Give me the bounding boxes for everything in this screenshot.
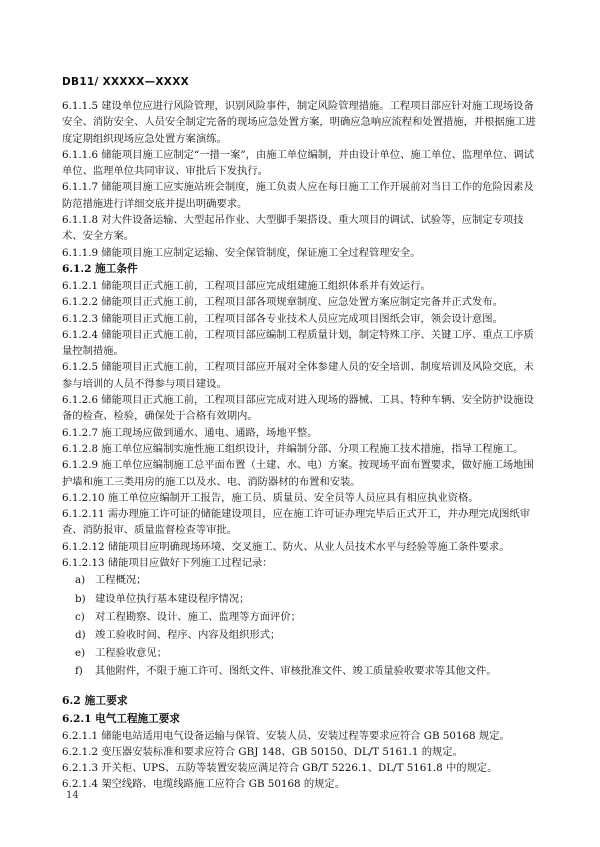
list-item-label: b) (75, 592, 86, 605)
list-item-text: 竣工验收时间、程序、内容及组织形式； (95, 628, 281, 641)
list-item (75, 626, 542, 644)
list-item-label: f) (75, 665, 83, 678)
list-item (75, 644, 542, 662)
list-item (75, 571, 542, 589)
clause-6-1-2-7: 6.1.2.7 施工现场应做到通水、通电、通路，场地平整。 (62, 426, 318, 439)
clause-6-1-1-8: 6.1.1.8 对大件设备运输、大型起吊作业、大型脚手架搭设、重大项目的调试、试验等，应制定专项技术、安全方案。 (62, 214, 524, 243)
clause-6-1-2-13: 6.1.2.13 储能项目应做好下列施工过程记录： (62, 557, 273, 570)
clause-6-1-2-2: 6.1.2.2 储能项目正式施工前，工程项目部各项规章制度、应急处置方案应制定完备并正式发布。 (62, 296, 503, 309)
page-number: 14 (66, 790, 79, 801)
clause-6-1-2-8: 6.1.2.8 施工单位应编制实施性施工组织设计，并编制分部、分项工程施工技术措施，指导工程施工。 (62, 442, 524, 455)
clause-6-2-1-3: 6.2.1.3 开关柜、UPS、五防等装置安装应满足符合 GB/T 5226.1、DL/T 5161.8 中的规定。 (62, 762, 498, 775)
list-item-label: e) (75, 647, 86, 660)
clause-6-1-2-1: 6.1.2.1 储能项目正式施工前，工程项目部应完成组建施工组织体系并有效运行。 (62, 279, 431, 292)
clause-6-1-2-4: 6.1.2.4 储能项目正式施工前，工程项目部应编制工程质量计划，制定特殊工序、关键工序、重点工序质量控制措施。 (62, 328, 534, 358)
list-item-text: 工程概况； (95, 574, 147, 587)
list-item-label: d) (75, 628, 86, 641)
subheading-electrical-requirements: 6.2.1 电气工程施工要求 (62, 712, 180, 725)
list-item-text: 其他附件，不限于施工许可、图纸文件、审核批准文件、竣工质量验收要求等其他文件。 (95, 665, 497, 678)
list-item-text: 工程验收意见； (95, 647, 168, 660)
clause-6-2-1-2: 6.2.1.2 变压器安装标准和要求应符合 GBJ 148、GB 50150、DL/T 5161.1 的规定。 (62, 745, 463, 758)
clause-6-1-2-9: 6.1.2.9 施工单位应编制施工总平面布置（土建、水、电）方案。按现场平面布置要求，做好施工场地围护墙和施工三类用房的施工以及水、电、消防器材的布置和安装。 (62, 459, 534, 488)
section-heading-construction-requirements: 6.2 施工要求 (62, 693, 128, 707)
list-item (75, 608, 542, 626)
list-item-label: a) (75, 574, 86, 587)
clause-6-1-1-5: 6.1.1.5 建设单位应进行风险管理，识别风险事件，制定风险管理措施。工程项目部应针对施工现场设备安全、消防安全、人员安全制定完备的现场应急处置方案，明确应急响应流程和处置措施，并根据施工进度定期组织现场应急处置方案演练。 (62, 100, 536, 145)
clause-6-1-1-7: 6.1.1.7 储能项目施工应实施站班会制度，施工负责人应在每日施工工作开展前对当日工作的危险因素及防范措施进行详细交底并提出明确要求。 (62, 181, 534, 210)
clause-6-1-2-12: 6.1.2.12 储能项目应明确现场环境、交叉施工、防火、从业人员技术水平与经验等施工条件要求。 (62, 540, 510, 553)
clause-6-1-2-11: 6.1.2.11 需办理施工许可证的储能建设项目，应在施工许可证办理完毕后正式开工，并办理完成图纸审查、消防报审、质量监督检查等审批。 (62, 508, 531, 537)
list-item-label: c) (75, 610, 85, 623)
document-code: DB11/ XXXXX—XXXX (62, 76, 189, 88)
clause-6-1-2-3: 6.1.2.3 储能项目正式施工前，工程项目部各专业技术人员应完成项目图纸会审，领会设计意图。 (62, 312, 503, 325)
list-item-text: 对工程勘察、设计、施工、监理等方面评价； (95, 610, 301, 623)
list-item-text: 建设单位执行基本建设程序情况； (95, 592, 250, 605)
list-item (75, 590, 542, 608)
list-item (75, 662, 542, 680)
clause-6-1-1-9: 6.1.1.9 储能项目施工应制定运输、安全保管制度，保证施工全过程管理安全。 (62, 246, 421, 259)
clause-6-1-2-10: 6.1.2.10 施工单位应编制开工报告，施工员、质量员、安全员等人员应具有相应执业资格。 (62, 491, 479, 504)
construction-records-list (62, 571, 542, 680)
clause-6-2-1-4: 6.2.1.4 架空线路、电缆线路施工应符合 GB 50168 的规定。 (62, 778, 346, 791)
clause-6-2-1-1: 6.2.1.1 储能电站适用电气设备运输与保管、安装人员、安装过程等要求应符合 GB 50168 规定。 (62, 729, 510, 742)
clause-6-1-2-6: 6.1.2.6 储能项目正式施工前，工程项目部应完成对进入现场的器械、工具、特种车辆、安全防护设施设备的检查、检验，确保处于合格有效期内。 (62, 394, 534, 423)
subheading-construction-conditions: 6.1.2 施工条件 (62, 262, 138, 275)
clause-6-1-1-6: 6.1.1.6 储能项目施工应制定“一措一案”，由施工单位编制，并由设计单位、施工单位、监理单位、调试单位、监理单位共同审议、审批后下发执行。 (62, 148, 534, 178)
clause-6-1-2-5: 6.1.2.5 储能项目正式施工前，工程项目部应开展对全体参建人员的安全培训、制度培训及风险交底，未参与培训的人员不得参与项目建设。 (62, 361, 534, 390)
document-body (62, 98, 542, 793)
